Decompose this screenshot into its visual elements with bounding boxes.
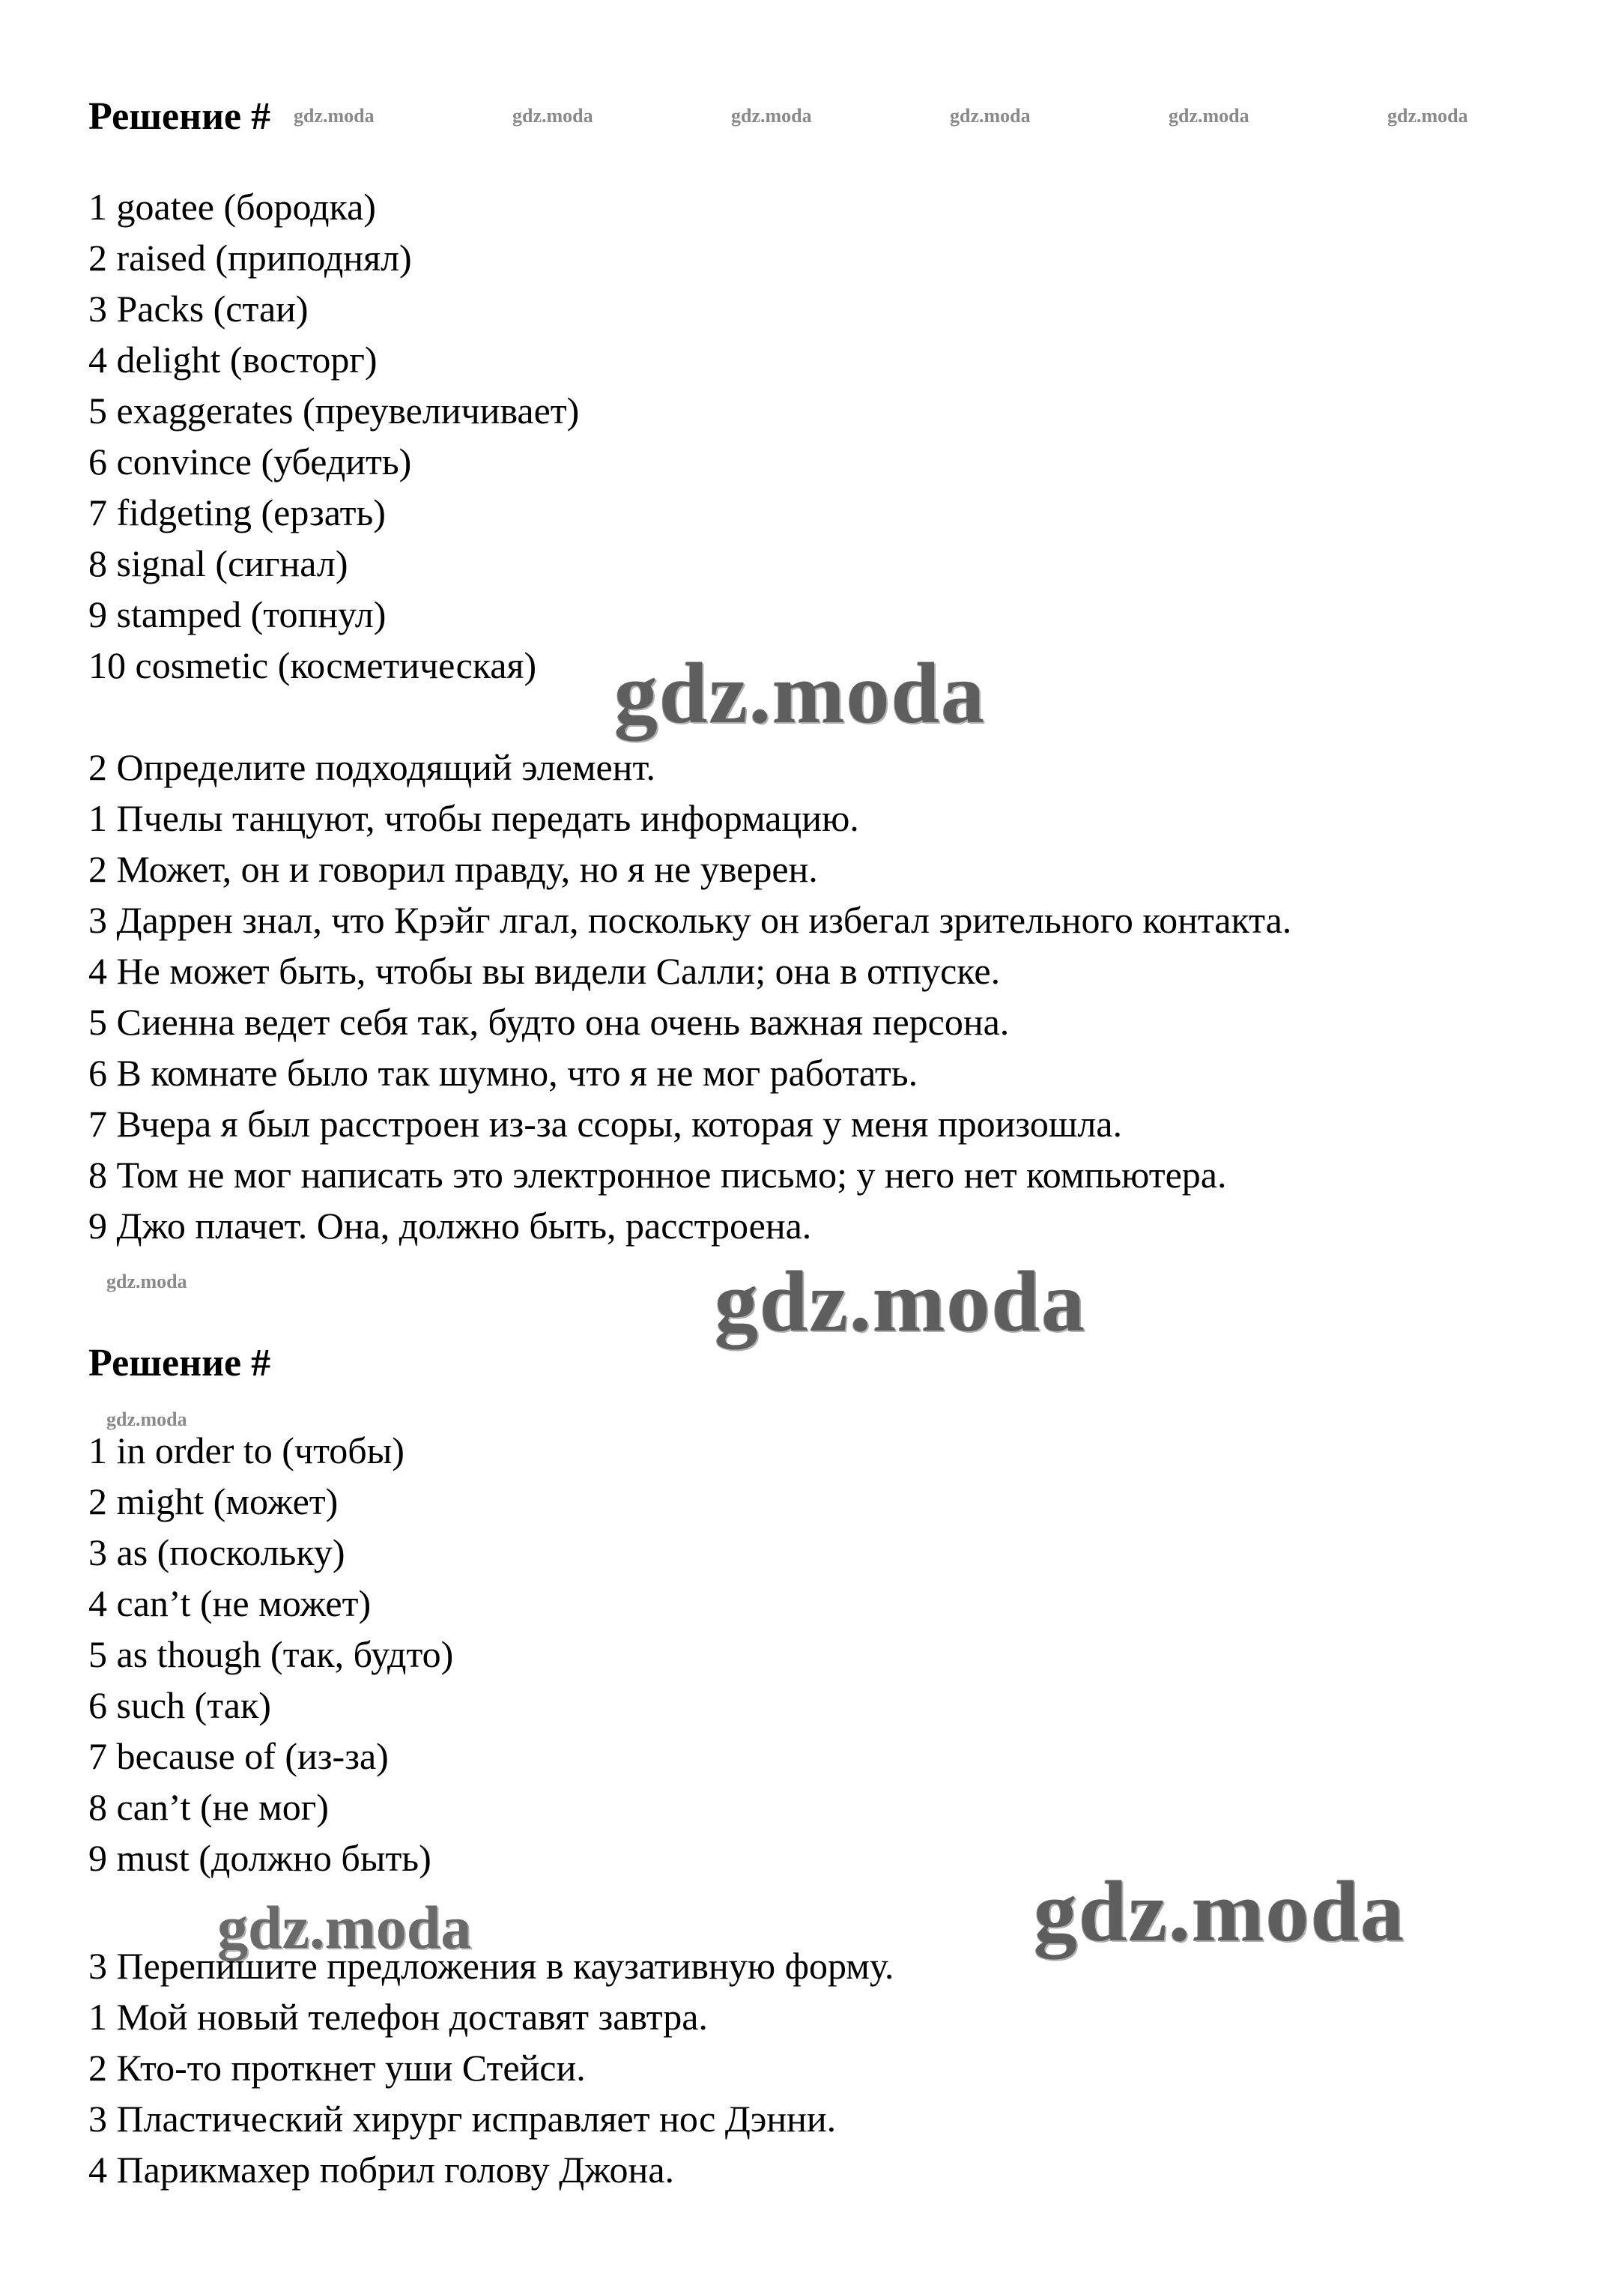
watermark-medium: gdz.moda [217,1893,472,1961]
task-2-list [88,742,1291,1251]
watermark-large: gdz.moda [1034,1864,1406,1960]
list-item: 10 cosmetic (косметическая) [88,644,537,686]
watermark-small: gdz.moda [106,1271,187,1292]
list-item: 8 Том не мог написать это электронное письмо; у него нет компьютера. [88,1154,1227,1196]
list-item: 4 delight (восторг) [88,339,378,381]
list-item: 1 Мой новый телефон доставят завтра. [88,1996,708,2038]
list-item: 9 stamped (топнул) [88,593,387,635]
task-3-list [88,1940,894,2195]
list-item: 4 can’t (не может) [88,1582,372,1624]
answers-list-2 [88,1425,453,1883]
watermark-small: gdz.moda [950,105,1031,127]
watermark-small: gdz.moda [1387,105,1468,127]
watermark-large: gdz.moda [715,1254,1087,1350]
list-item: 3 Даррен знал, что Крэйг лгал, поскольку он избегал зрительного контакта. [88,899,1292,941]
list-item: 8 signal (сигнал) [88,542,348,584]
list-item: 5 exaggerates (преувеличивает) [88,390,580,432]
list-item: 9 must (должно быть) [88,1837,431,1879]
watermark-large: gdz.moda [614,646,987,742]
watermark-small: gdz.moda [731,105,812,127]
list-item: 5 as though (так, будто) [88,1633,454,1675]
list-item: 7 fidgeting (ерзать) [88,491,386,533]
task-3-title: 3 Перепишите предложения в каузативную форму. [88,1945,894,1987]
list-item: 3 Packs (стаи) [88,288,309,330]
list-item: 3 Пластический хирург исправляет нос Дэнни. [88,2098,837,2140]
list-item: 1 Пчелы танцуют, чтобы передать информацию. [88,797,859,839]
answers-list-1 [88,181,579,691]
list-item: 1 goatee (бородка) [88,186,376,228]
list-item: 1 in order to (чтобы) [88,1429,405,1471]
list-item: 6 such (так) [88,1684,271,1726]
list-item: 3 as (поскольку) [88,1531,345,1573]
task-2-title: 2 Определите подходящий элемент. [88,746,656,788]
list-item: 9 Джо плачет. Она, должно быть, расстроена. [88,1205,812,1247]
list-item: 6 В комнате было так шумно, что я не мог работать. [88,1052,918,1094]
list-item: 7 because of (из-за) [88,1735,389,1777]
list-item: 2 raised (приподнял) [88,237,412,279]
watermark-small: gdz.moda [294,105,375,127]
watermark-small: gdz.moda [106,1408,187,1430]
solution-heading-2: Решение # [88,1342,271,1384]
watermark-small: gdz.moda [1169,105,1249,127]
list-item: 4 Не может быть, чтобы вы видели Салли; она в отпуске. [88,950,1001,992]
list-item: 4 Парикмахер побрил голову Джона. [88,2149,675,2191]
solution-heading-1: Решение # [88,95,271,138]
list-item: 5 Сиенна ведет себя так, будто она очень важная персона. [88,1001,1010,1043]
list-item: 2 might (может) [88,1480,339,1522]
watermark-small: gdz.moda [512,105,593,127]
list-item: 2 Может, он и говорил правду, но я не уверен. [88,848,818,890]
list-item: 7 Вчера я был расстроен из-за ссоры, которая у меня произошла. [88,1103,1122,1145]
list-item: 2 Кто-то проткнет уши Стейси. [88,2047,586,2089]
list-item: 8 can’t (не мог) [88,1786,329,1828]
list-item: 6 convince (убедить) [88,441,412,482]
